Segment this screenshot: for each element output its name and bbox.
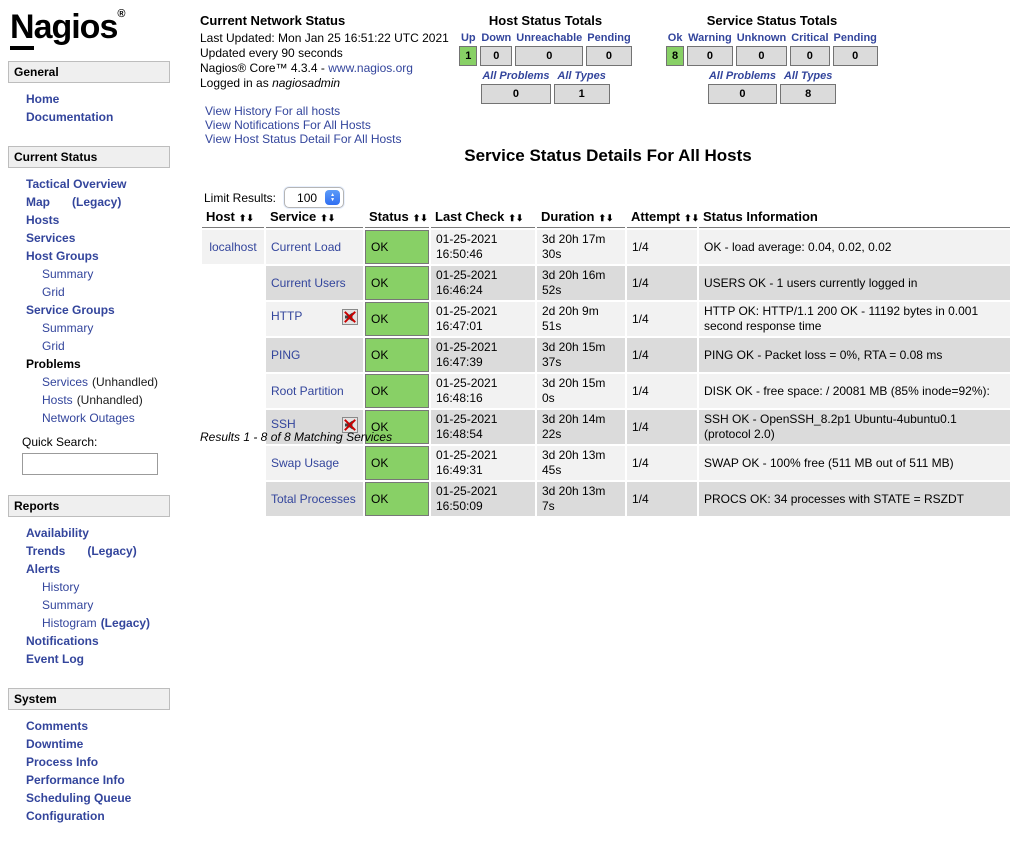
host_totals-count-pending[interactable]: 0: [586, 46, 631, 66]
network-status-panel: [200, 13, 450, 146]
sidebar-item-scheduling-queue[interactable]: Scheduling Queue: [26, 791, 132, 805]
column-header-label: Duration: [541, 209, 595, 224]
last-check-cell: 01-25-2021 16:47:01: [431, 302, 535, 336]
duration-cell: 3d 20h 13m 45s: [537, 446, 625, 480]
sidebar-item-availability[interactable]: Availability: [26, 526, 89, 540]
sidebar-item-grid[interactable]: Grid: [42, 339, 65, 353]
sidebar-section-system: [0, 688, 184, 825]
service-link[interactable]: PING: [271, 347, 301, 362]
sidebar-section-header: Current Status: [8, 146, 170, 168]
sidebar-item-services[interactable]: Services: [26, 231, 76, 245]
logged-in-user: nagiosadmin: [272, 76, 341, 90]
sidebar-item-row: [0, 650, 184, 668]
table-row: [202, 302, 1010, 336]
host_totals-count-up[interactable]: 1: [459, 46, 477, 66]
attempt-cell: 1/4: [627, 230, 697, 264]
duration-cell: 3d 20h 15m 37s: [537, 338, 625, 372]
attempt-cell: 1/4: [627, 410, 697, 444]
service-cell: [266, 338, 363, 372]
service-cell: [266, 374, 363, 408]
quick-search-label: Quick Search:: [22, 435, 98, 449]
status-cell: OK: [365, 482, 429, 516]
sidebar-items: [0, 83, 184, 126]
last-check-cell: 01-25-2021 16:46:24: [431, 266, 535, 300]
attempt-cell: 1/4: [627, 374, 697, 408]
sort-arrows-icon[interactable]: ⬆⬇: [508, 213, 524, 223]
duration-cell: 3d 20h 16m 52s: [537, 266, 625, 300]
table-row: [202, 446, 1010, 480]
status-information-cell: OK - load average: 0.04, 0.02, 0.02: [699, 230, 1010, 264]
table-row: [202, 374, 1010, 408]
attempt-cell: 1/4: [627, 338, 697, 372]
host-status-totals: [443, 13, 648, 106]
sidebar-item-process-info[interactable]: Process Info: [26, 755, 99, 769]
attempt-cell: 1/4: [627, 266, 697, 300]
sidebar-item-row: [0, 373, 184, 391]
sidebar-item-documentation[interactable]: Documentation: [26, 110, 114, 124]
sidebar-item-host-groups[interactable]: Host Groups: [26, 249, 99, 263]
column-header-label: Host: [206, 209, 235, 224]
service_totals-count-critical[interactable]: 0: [790, 46, 829, 66]
sidebar-item-row: [0, 355, 184, 373]
view-notifications-link[interactable]: View Notifications For All Hosts: [205, 118, 371, 132]
version-text: Nagios® Core™ 4.3.4 -: [200, 61, 329, 75]
sort-arrows-icon[interactable]: ⬆⬇: [412, 213, 428, 223]
sidebar-item-row: [0, 409, 184, 427]
sidebar-item-alerts[interactable]: Alerts: [26, 562, 61, 576]
host_totals-count-down[interactable]: 0: [480, 46, 512, 66]
sidebar-items: [0, 710, 184, 825]
sidebar-item-service-groups[interactable]: Service Groups: [26, 303, 115, 317]
sort-arrows-icon[interactable]: ⬆⬇: [598, 213, 614, 223]
nagios-logo: [10, 8, 184, 47]
service_totals-count-ok[interactable]: 8: [666, 46, 684, 66]
sidebar-item-row: [0, 542, 184, 560]
table-row: [202, 230, 1010, 264]
host-cell: [202, 482, 264, 516]
logo-text-rest: agios: [33, 8, 118, 46]
service-link[interactable]: SSH: [271, 417, 296, 431]
sidebar-section-header: System: [8, 688, 170, 710]
sidebar-item-configuration[interactable]: Configuration: [26, 809, 105, 823]
duration-cell: 3d 20h 17m 30s: [537, 230, 625, 264]
totals-grid: [663, 30, 881, 68]
service_totals-label-unknown[interactable]: Unknown: [736, 32, 787, 44]
totals-grid: [456, 30, 634, 68]
status-cell: OK: [365, 446, 429, 480]
host_totals-count-all-types[interactable]: 1: [554, 84, 610, 104]
status-information-cell: SWAP OK - 100% free (511 MB out of 511 MB): [699, 446, 1010, 480]
status-cell: OK: [365, 338, 429, 372]
status-cell: OK: [365, 302, 429, 336]
service-cell: [266, 482, 363, 516]
column-header-label: Attempt: [631, 209, 681, 224]
sidebar-item-notifications[interactable]: Notifications: [26, 634, 99, 648]
sort-arrows-icon[interactable]: ⬆⬇: [684, 213, 700, 223]
sidebar-item-summary[interactable]: Summary: [42, 267, 94, 281]
duration-cell: 3d 20h 14m 22s: [537, 410, 625, 444]
sidebar-section-reports: [0, 495, 184, 668]
sidebar: [0, 0, 184, 845]
service-status-totals: [652, 13, 892, 106]
version-line: [200, 61, 450, 76]
status-cell: OK: [365, 374, 429, 408]
last-check-cell: 01-25-2021 16:48:54: [431, 410, 535, 444]
host-cell: [202, 230, 264, 264]
duration-cell: 3d 20h 13m 7s: [537, 482, 625, 516]
status-information-cell: SSH OK - OpenSSH_8.2p1 Ubuntu-4ubuntu0.1 (protocol 2.0): [699, 410, 1010, 444]
service_totals-label-ok[interactable]: Ok: [667, 32, 683, 44]
sidebar-section-header: General: [8, 61, 170, 83]
sidebar-item-summary[interactable]: Summary: [42, 321, 94, 335]
sidebar-item-row: [0, 90, 184, 108]
table-row: [202, 482, 1010, 516]
sidebar-item-event-log[interactable]: Event Log: [26, 652, 85, 666]
service-cell: [266, 446, 363, 480]
last-check-cell: 01-25-2021 16:50:09: [431, 482, 535, 516]
service-link[interactable]: Current Users: [271, 275, 346, 290]
sidebar-item-hosts[interactable]: Hosts: [42, 393, 73, 407]
sidebar-item-row: [0, 614, 184, 632]
sidebar-item-row: [0, 560, 184, 578]
results-summary: Results 1 - 8 of 8 Matching Services: [200, 430, 393, 444]
service-cell: [266, 302, 363, 336]
attempt-cell: 1/4: [627, 446, 697, 480]
host_totals-count-all-problems[interactable]: 0: [481, 84, 550, 104]
status-cell: OK: [365, 230, 429, 264]
sidebar-item-row: [0, 211, 184, 229]
sidebar-item-histogram[interactable]: Histogram: [42, 616, 97, 630]
sidebar-item-downtime[interactable]: Downtime: [26, 737, 84, 751]
column-header-label: Service: [270, 209, 317, 224]
limit-results-value: 100: [297, 190, 318, 205]
host_totals-label-unreachable[interactable]: Unreachable: [516, 32, 583, 44]
logo-text: N: [10, 8, 34, 50]
sidebar-items: [0, 168, 184, 427]
sidebar-item-row: [0, 283, 184, 301]
table-row: [202, 266, 1010, 300]
totals-summary-grid: [478, 68, 612, 106]
host-cell: [202, 374, 264, 408]
stepper-icon: ▲ ▼: [325, 190, 340, 205]
sidebar-item-row: [0, 717, 184, 735]
sidebar-item-hosts[interactable]: Hosts: [26, 213, 60, 227]
sort-arrows-icon[interactable]: ⬆⬇: [238, 213, 254, 223]
sidebar-item-row: [0, 247, 184, 265]
sidebar-item-row: [0, 108, 184, 126]
last-check-cell: 01-25-2021 16:50:46: [431, 230, 535, 264]
sidebar-item-history[interactable]: History: [42, 580, 80, 594]
sidebar-section-current-status: [0, 146, 184, 475]
nagios-org-link[interactable]: www.nagios.org: [328, 61, 413, 75]
sidebar-item-suffix[interactable]: (Legacy): [87, 544, 137, 558]
column-header-duration: [537, 208, 625, 228]
status-information-cell: PING OK - Packet loss = 0%, RTA = 0.08 ms: [699, 338, 1010, 372]
service_totals-label-warning[interactable]: Warning: [688, 32, 732, 44]
host-link[interactable]: localhost: [209, 239, 257, 254]
sidebar-item-map[interactable]: Map: [26, 195, 50, 209]
sidebar-item-tactical-overview[interactable]: Tactical Overview: [26, 177, 127, 191]
sidebar-item-row: [0, 735, 184, 753]
column-header-label: Status: [369, 209, 409, 224]
sidebar-item-row: [0, 229, 184, 247]
notifications-disabled-icon[interactable]: [342, 309, 358, 329]
column-header-status: [365, 208, 429, 228]
column-header-last-check: [431, 208, 535, 228]
service_totals-count-all-types[interactable]: 8: [780, 84, 836, 104]
sidebar-item-comments[interactable]: Comments: [26, 719, 89, 733]
host-cell: [202, 338, 264, 372]
host_totals-label-down[interactable]: Down: [481, 32, 512, 44]
host-totals-title: Host Status Totals: [488, 13, 603, 28]
service_totals-count-warning[interactable]: 0: [687, 46, 733, 66]
service_totals-count-unknown[interactable]: 0: [736, 46, 788, 66]
status-cell: OK: [365, 266, 429, 300]
sidebar-item-row: [0, 596, 184, 614]
sidebar-item-row: [0, 632, 184, 650]
service-link[interactable]: HTTP: [271, 309, 303, 323]
column-header-service: [266, 208, 363, 228]
sidebar-item-services[interactable]: Services: [42, 375, 89, 389]
update-interval-text: Updated every 90 seconds: [200, 46, 343, 60]
column-header-label: Status Information: [703, 209, 818, 224]
sidebar-item-row: [0, 175, 184, 193]
sidebar-item-row: [0, 193, 184, 211]
network-status-title: Current Network Status: [200, 13, 346, 28]
limit-results-row: [204, 187, 344, 208]
status-information-cell: DISK OK - free space: / 20081 MB (85% inode=92%):: [699, 374, 1010, 408]
column-header-label: Last Check: [435, 209, 505, 224]
service_totals-label-all-types[interactable]: All Types: [783, 70, 833, 82]
host_totals-label-up[interactable]: Up: [460, 32, 476, 44]
host_totals-label-all-problems[interactable]: All Problems: [482, 70, 550, 82]
sidebar-item-grid[interactable]: Grid: [42, 285, 65, 299]
host_totals-count-unreachable[interactable]: 0: [515, 46, 583, 66]
page-title: Service Status Details For All Hosts: [464, 146, 752, 165]
host-cell: [202, 302, 264, 336]
service-link[interactable]: Total Processes: [271, 491, 356, 506]
host-cell: [202, 266, 264, 300]
sidebar-item-row: [0, 789, 184, 807]
column-header-host: [202, 208, 264, 228]
duration-cell: 2d 20h 9m 51s: [537, 302, 625, 336]
service-status-table: [200, 206, 1012, 518]
sidebar-item-row: [0, 753, 184, 771]
column-header-attempt: [627, 208, 700, 228]
service-link[interactable]: Root Partition: [271, 383, 344, 398]
sidebar-item-row: [0, 337, 184, 355]
sidebar-item-row: [0, 524, 184, 542]
duration-cell: 3d 20h 15m 0s: [537, 374, 625, 408]
service_totals-count-all-problems[interactable]: 0: [708, 84, 777, 104]
sidebar-section-general: [0, 61, 184, 126]
last-check-cell: 01-25-2021 16:48:16: [431, 374, 535, 408]
sidebar-item-suffix: (Unhandled): [92, 375, 159, 389]
table-row: [202, 338, 1010, 372]
sidebar-item-row: [0, 265, 184, 283]
service_totals-label-critical[interactable]: Critical: [791, 32, 829, 44]
view-host-status-link[interactable]: View Host Status Detail For All Hosts: [205, 132, 402, 146]
status-information-cell: HTTP OK: HTTP/1.1 200 OK - 11192 bytes in 0.001 second response time: [699, 302, 1010, 336]
status-cell: OK: [365, 410, 429, 444]
table-header-row: [202, 208, 1010, 228]
sidebar-item-row: [0, 807, 184, 825]
sidebar-item-suffix: (Unhandled): [76, 393, 143, 407]
sidebar-item-suffix[interactable]: (Legacy): [72, 195, 122, 209]
attempt-cell: 1/4: [627, 302, 697, 336]
last-check-cell: 01-25-2021 16:47:39: [431, 338, 535, 372]
service-link[interactable]: Swap Usage: [271, 455, 340, 470]
status-information-cell: PROCS OK: 34 processes with STATE = RSZDT: [699, 482, 1010, 516]
view-history-link[interactable]: View History For all hosts: [205, 104, 341, 118]
registered-mark: ®: [117, 8, 125, 20]
limit-results-label: Limit Results:: [204, 190, 277, 205]
logged-in-text: Logged in as: [200, 76, 273, 90]
sidebar-item-home[interactable]: Home: [26, 92, 60, 106]
sidebar-item-row: [0, 391, 184, 409]
sidebar-item-performance-info[interactable]: Performance Info: [26, 773, 125, 787]
service_totals-count-pending[interactable]: 0: [833, 46, 878, 66]
host_totals-label-pending[interactable]: Pending: [587, 32, 631, 44]
sidebar-item-summary[interactable]: Summary: [42, 598, 94, 612]
sidebar-item-suffix[interactable]: (Legacy): [100, 616, 151, 630]
attempt-cell: 1/4: [627, 482, 697, 516]
sidebar-items: [0, 517, 184, 668]
last-check-cell: 01-25-2021 16:49:31: [431, 446, 535, 480]
last-updated-text: Last Updated: Mon Jan 25 16:51:22 UTC 2021: [200, 31, 449, 45]
sidebar-section-header: Reports: [8, 495, 170, 517]
service-cell: [266, 230, 363, 264]
host-cell: [202, 446, 264, 480]
service_totals-label-pending[interactable]: Pending: [833, 32, 877, 44]
service_totals-label-all-problems[interactable]: All Problems: [708, 70, 777, 82]
sidebar-item-network-outages[interactable]: Network Outages: [42, 411, 135, 425]
sidebar-item-row: [0, 301, 184, 319]
sidebar-item-row: [0, 319, 184, 337]
totals-summary-grid: [705, 68, 839, 106]
view-links: [200, 104, 450, 146]
host_totals-label-all-types[interactable]: All Types: [557, 70, 606, 82]
sidebar-item-trends[interactable]: Trends: [26, 544, 66, 558]
sidebar-item-row: [0, 771, 184, 789]
sidebar-item-problems: Problems: [26, 357, 81, 371]
service-link[interactable]: Current Load: [271, 239, 342, 254]
column-header-status-information: [699, 208, 1010, 228]
service-totals-title: Service Status Totals: [706, 13, 838, 28]
limit-results-select[interactable]: [284, 187, 344, 208]
sort-arrows-icon[interactable]: ⬆⬇: [320, 213, 336, 223]
service-cell: [266, 266, 363, 300]
sidebar-item-row: [0, 578, 184, 596]
status-information-cell: USERS OK - 1 users currently logged in: [699, 266, 1010, 300]
quick-search-input[interactable]: [22, 453, 158, 475]
logged-in-line: [200, 76, 450, 91]
